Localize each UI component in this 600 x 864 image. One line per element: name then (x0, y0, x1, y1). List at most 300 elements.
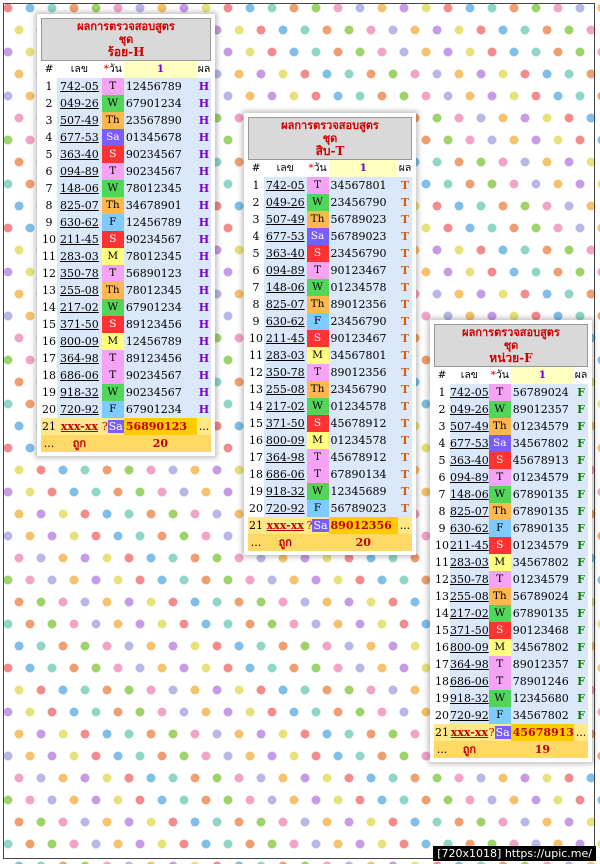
row-result: H (198, 216, 210, 229)
bg-dot (521, 246, 530, 255)
bg-dot (543, 818, 552, 827)
header-star: * (490, 369, 496, 381)
table-row (41, 163, 211, 180)
row-code: 677-53 (265, 230, 305, 243)
row-number: 19 (435, 692, 449, 705)
bg-dot (235, 554, 244, 563)
header-code: เลข (264, 160, 307, 177)
bg-dot (543, 26, 552, 35)
bg-dot (235, 202, 244, 211)
bg-dot (521, 202, 530, 211)
row-number: 5 (438, 454, 446, 467)
bg-dot (224, 356, 233, 365)
row-digits: 23456790 (329, 381, 398, 398)
bg-dot (191, 642, 200, 651)
row-day: W (489, 605, 511, 622)
table-row (434, 520, 588, 537)
row-digits: 12345689 (329, 483, 398, 500)
bg-dot (26, 840, 35, 849)
row-number: 13 (435, 590, 449, 603)
bg-dot (15, 774, 24, 783)
bg-dot (125, 686, 134, 695)
bg-dot (92, 752, 101, 761)
bg-dot (290, 840, 299, 849)
question-mark: ? (488, 726, 495, 739)
bg-dot (543, 70, 552, 79)
row-result: F (574, 673, 588, 690)
table-row (434, 571, 588, 588)
bg-dot (15, 202, 24, 211)
row-day: W (489, 401, 511, 418)
row-digits: 89012356 (329, 296, 398, 313)
bg-dot (180, 620, 189, 629)
bg-dot (400, 4, 409, 13)
row-digits: 01234579 (511, 469, 574, 486)
header-hash: # (437, 369, 447, 381)
row-code: 686-06 (265, 468, 305, 481)
bg-dot (37, 730, 46, 739)
row-digits: 67901234 (124, 401, 197, 418)
bg-dot (532, 48, 541, 57)
bg-dot (15, 642, 24, 651)
bg-dot (543, 246, 552, 255)
bg-dot (191, 598, 200, 607)
table-row (434, 435, 588, 452)
bg-dot (26, 620, 35, 629)
bg-dot (224, 840, 233, 849)
bg-dot (202, 620, 211, 629)
bg-dot (48, 620, 57, 629)
bg-dot (180, 488, 189, 497)
bg-dot (246, 48, 255, 57)
table-row (434, 486, 588, 503)
bg-dot (26, 312, 35, 321)
row-result: F (574, 690, 588, 707)
table-row (434, 503, 588, 520)
row-number: 10 (42, 233, 56, 246)
row-number: 13 (42, 284, 56, 297)
bg-dot (268, 752, 277, 761)
bg-dot (70, 708, 79, 717)
row-number: 2 (438, 403, 446, 416)
bg-dot (554, 48, 563, 57)
bg-dot (4, 488, 13, 497)
bg-dot (554, 796, 563, 805)
row-day: T (102, 350, 124, 367)
row-digits: 67890135 (511, 503, 574, 520)
bg-dot (92, 576, 101, 585)
row-number: 15 (249, 417, 263, 430)
row-digits: 67901234 (124, 95, 197, 112)
row-code: 720-92 (450, 709, 489, 722)
footer-dots: ... (434, 741, 450, 758)
bg-dot (488, 136, 497, 145)
bg-dot (323, 686, 332, 695)
row-result: T (398, 262, 412, 279)
bg-dot (235, 598, 244, 607)
table-row (248, 228, 412, 245)
bg-dot (312, 664, 321, 673)
bg-dot (389, 598, 398, 607)
row-result: H (198, 250, 210, 263)
bg-dot (510, 136, 519, 145)
bg-dot (587, 158, 596, 167)
bg-dot (499, 246, 508, 255)
bg-dot (180, 708, 189, 717)
bg-dot (367, 686, 376, 695)
bg-dot (224, 312, 233, 321)
bg-dot (235, 114, 244, 123)
row-result: T (398, 449, 412, 466)
row-number: 20 (249, 502, 263, 515)
bg-dot (466, 136, 475, 145)
bg-dot (4, 268, 13, 277)
row-number: 2 (252, 196, 260, 209)
bg-dot (334, 576, 343, 585)
bg-dot (334, 840, 343, 849)
row-code: 825-07 (265, 298, 305, 311)
row-code: 094-89 (265, 264, 305, 277)
bg-dot (103, 730, 112, 739)
row-code: 677-53 (57, 129, 102, 146)
bg-dot (356, 48, 365, 57)
row-code: 094-89 (57, 163, 102, 180)
bg-dot (378, 4, 387, 13)
row-day: F (489, 520, 511, 537)
row-digits: 01234578 (329, 279, 398, 296)
bg-dot (499, 70, 508, 79)
header-day: วัน (108, 63, 122, 75)
bg-dot (367, 642, 376, 651)
bg-dot (257, 26, 266, 35)
table-row (434, 418, 588, 435)
footer-row (41, 435, 211, 452)
bg-dot (279, 26, 288, 35)
bg-dot (466, 180, 475, 189)
bg-dot (70, 840, 79, 849)
bg-dot (257, 774, 266, 783)
table-row (434, 673, 588, 690)
bg-dot (37, 510, 46, 519)
row-digits: 90123468 (511, 622, 574, 639)
panel-units (430, 320, 592, 762)
row-code-unknown: xxx-xx (57, 418, 102, 435)
bg-dot (70, 532, 79, 541)
bg-dot (488, 48, 497, 57)
bg-dot (301, 26, 310, 35)
bg-dot (356, 796, 365, 805)
table-row (41, 129, 211, 146)
table-row (434, 554, 588, 571)
bg-dot (202, 532, 211, 541)
table-row (41, 180, 211, 197)
row-digits: 12456789 (124, 214, 197, 231)
table-row (434, 690, 588, 707)
bg-dot (191, 730, 200, 739)
row-code-unknown: xxx-xx (264, 517, 307, 534)
bg-dot (444, 796, 453, 805)
bg-dot (158, 840, 167, 849)
bg-dot (444, 224, 453, 233)
bg-dot (4, 532, 13, 541)
bg-dot (521, 158, 530, 167)
row-code: 742-05 (450, 386, 489, 399)
bg-dot (444, 180, 453, 189)
bg-dot (433, 246, 442, 255)
table-row (434, 656, 588, 673)
bg-dot (290, 796, 299, 805)
row-day: F (307, 313, 329, 330)
bg-dot (224, 136, 233, 145)
header-code: เลข (57, 61, 102, 78)
bg-dot (290, 620, 299, 629)
bg-dot (587, 246, 596, 255)
bg-dot (136, 708, 145, 717)
row-day: T (307, 177, 329, 194)
bg-dot (411, 598, 420, 607)
table-row (41, 282, 211, 299)
bg-dot (422, 224, 431, 233)
bg-dot (70, 488, 79, 497)
row-number: 14 (249, 400, 263, 413)
table-row (248, 313, 412, 330)
bg-dot (279, 598, 288, 607)
bg-dot (26, 532, 35, 541)
bg-dot (587, 290, 596, 299)
bg-dot (334, 48, 343, 57)
bg-dot (587, 202, 596, 211)
bg-dot (191, 466, 200, 475)
row-result: H (198, 335, 210, 348)
bg-dot (37, 642, 46, 651)
table-row (41, 367, 211, 384)
row-number: 6 (252, 264, 260, 277)
row-digits: 12456789 (124, 333, 197, 350)
bg-dot (532, 136, 541, 145)
row-number: 7 (252, 281, 260, 294)
row-number: 3 (45, 114, 53, 127)
row-day: S (489, 537, 511, 554)
row-result: T (398, 194, 412, 211)
row-code: 217-02 (57, 299, 102, 316)
bg-dot (4, 224, 13, 233)
bg-dot (246, 752, 255, 761)
bg-dot (147, 730, 156, 739)
bg-dot (312, 576, 321, 585)
bg-dot (114, 796, 123, 805)
header-star: * (103, 63, 109, 75)
bg-dot (158, 488, 167, 497)
row-digits: 78012345 (124, 248, 197, 265)
table-row (248, 432, 412, 449)
row-number: 14 (435, 607, 449, 620)
row-code: 630-62 (265, 315, 305, 328)
bg-dot (532, 796, 541, 805)
bg-dot (169, 598, 178, 607)
table-row (434, 639, 588, 656)
bg-dot (235, 26, 244, 35)
row-code: 049-26 (57, 95, 102, 112)
bg-dot (15, 730, 24, 739)
bg-dot (158, 752, 167, 761)
bg-dot (4, 136, 13, 145)
watermark: [720x1018] https://upic.me/ (433, 846, 596, 861)
bg-dot (356, 620, 365, 629)
bg-dot (136, 576, 145, 585)
bg-dot (411, 26, 420, 35)
bg-dot (59, 510, 68, 519)
bg-dot (103, 554, 112, 563)
bg-dot (400, 576, 409, 585)
row-day-group (102, 418, 124, 435)
row-day: Sa (495, 726, 510, 739)
row-number: 13 (249, 383, 263, 396)
bg-dot (576, 180, 585, 189)
row-number: 17 (42, 352, 56, 365)
row-number: 1 (252, 179, 260, 192)
table-row (248, 177, 412, 194)
row-result: H (198, 114, 210, 127)
bg-dot (114, 532, 123, 541)
row-number: 6 (438, 471, 446, 484)
bg-dot (4, 180, 13, 189)
bg-dot (81, 686, 90, 695)
row-code: 363-40 (57, 146, 102, 163)
row-number: 20 (42, 403, 56, 416)
bg-dot (257, 598, 266, 607)
bg-dot (246, 708, 255, 717)
bg-dot (202, 840, 211, 849)
row-result: H (198, 165, 210, 178)
bg-dot (345, 70, 354, 79)
bg-dot (15, 422, 24, 431)
bg-dot (323, 642, 332, 651)
row-code: 283-03 (265, 349, 305, 362)
table-row (434, 622, 588, 639)
row-day: Th (102, 282, 124, 299)
bg-dot (191, 774, 200, 783)
bg-dot (411, 686, 420, 695)
row-day-group (489, 724, 511, 741)
bg-dot (169, 818, 178, 827)
bg-dot (4, 752, 13, 761)
bg-dot (235, 510, 244, 519)
bg-dot (488, 4, 497, 13)
bg-dot (312, 752, 321, 761)
bg-dot (279, 642, 288, 651)
bg-dot (466, 224, 475, 233)
bg-dot (235, 774, 244, 783)
bg-dot (158, 620, 167, 629)
row-digits: 56789023 (329, 211, 398, 228)
bg-dot (334, 664, 343, 673)
bg-dot (180, 4, 189, 13)
row-number: 8 (438, 505, 446, 518)
bg-dot (433, 290, 442, 299)
bg-dot (532, 268, 541, 277)
bg-dot (554, 180, 563, 189)
row-result: T (398, 415, 412, 432)
bg-dot (312, 840, 321, 849)
row-number: 18 (42, 369, 56, 382)
row-number: 21 (249, 519, 263, 532)
row-day: T (102, 163, 124, 180)
row-digits: 89123456 (124, 316, 197, 333)
table-row (248, 381, 412, 398)
bg-dot (224, 796, 233, 805)
bg-dot (202, 664, 211, 673)
bg-dot (4, 620, 13, 629)
row-number: 7 (45, 182, 53, 195)
row-code: 507-49 (265, 213, 305, 226)
bg-dot (433, 202, 442, 211)
footer-label: ถูก (57, 435, 102, 452)
bg-dot (48, 796, 57, 805)
bg-dot (191, 510, 200, 519)
bg-dot (136, 532, 145, 541)
row-day: T (102, 367, 124, 384)
bg-dot (444, 136, 453, 145)
bg-dot (488, 92, 497, 101)
row-number: 7 (438, 488, 446, 501)
row-digits: 56789023 (329, 500, 398, 517)
bg-dot (422, 92, 431, 101)
bg-dot (367, 26, 376, 35)
bg-dot (235, 730, 244, 739)
bg-dot (301, 730, 310, 739)
row-day: Sa (313, 519, 328, 532)
bg-dot (576, 268, 585, 277)
bg-dot (268, 620, 277, 629)
table-row (248, 364, 412, 381)
row-day: Th (489, 588, 511, 605)
bg-dot (136, 840, 145, 849)
bg-dot (301, 774, 310, 783)
bg-dot (334, 4, 343, 13)
row-result: F (574, 503, 588, 520)
row-result: H (198, 233, 210, 246)
bg-dot (257, 818, 266, 827)
bg-dot (92, 708, 101, 717)
bg-dot (158, 708, 167, 717)
row-next (248, 517, 412, 534)
bg-dot (92, 488, 101, 497)
bg-dot (103, 818, 112, 827)
bg-dot (235, 422, 244, 431)
row-code: 742-05 (265, 179, 305, 192)
table-row (248, 245, 412, 262)
bg-dot (26, 48, 35, 57)
row-code: 825-07 (450, 505, 489, 518)
bg-dot (499, 158, 508, 167)
bg-dot (510, 4, 519, 13)
panel-tens (244, 113, 416, 555)
table-row (41, 112, 211, 129)
row-digits: 23567890 (124, 112, 197, 129)
bg-dot (125, 818, 134, 827)
row-code: 371-50 (57, 316, 102, 333)
panel-title (248, 117, 412, 160)
row-result: H (198, 301, 210, 314)
bg-dot (257, 70, 266, 79)
bg-dot (488, 796, 497, 805)
bg-dot (224, 224, 233, 233)
bg-dot (422, 48, 431, 57)
row-result: H (198, 267, 210, 280)
row-code: 720-92 (57, 401, 102, 418)
bg-dot (224, 664, 233, 673)
bg-dot (224, 4, 233, 13)
